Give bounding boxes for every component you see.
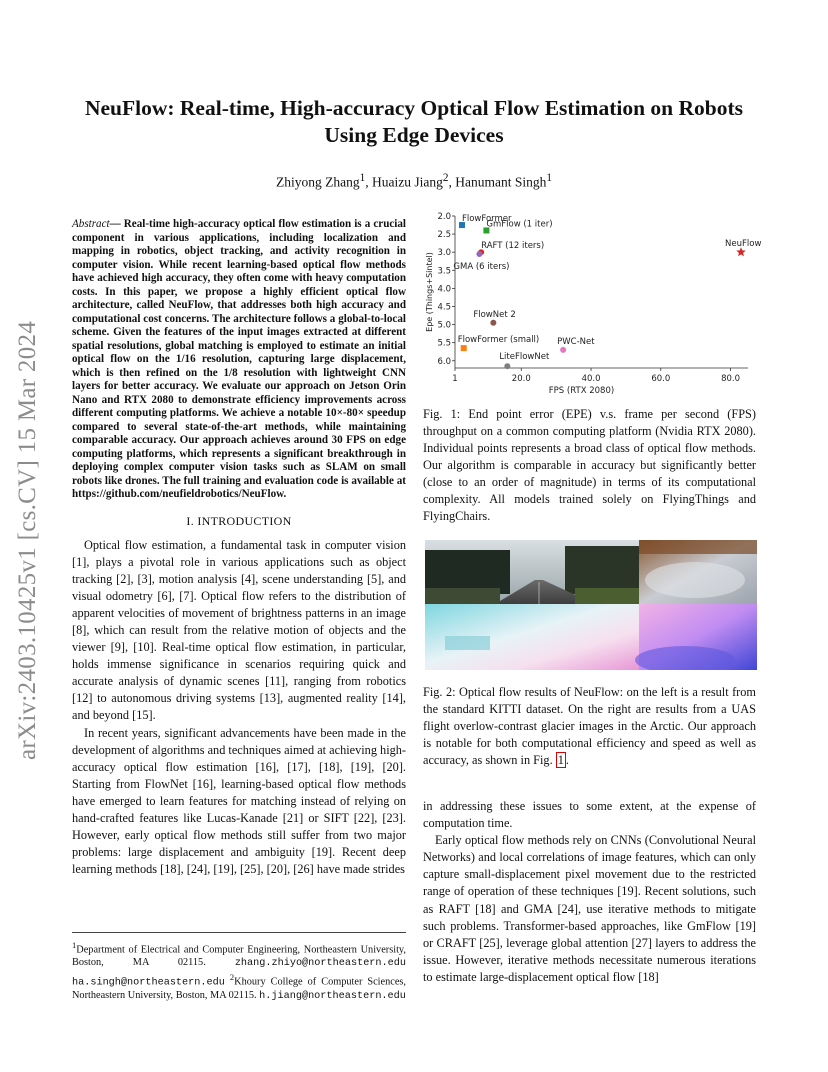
footnote-mark: 1 (72, 940, 77, 950)
data-point-circle (476, 251, 482, 257)
email-link[interactable]: h.jiang@northeastern.edu (259, 991, 406, 1003)
author-name: Huaizu Jiang (372, 174, 443, 190)
data-point-label: GMA (6 iters) (453, 262, 510, 272)
data-point-label: FlowNet 2 (473, 309, 516, 320)
data-point-label: NeuFlow (725, 239, 762, 250)
glacier-rgb-image (639, 540, 757, 604)
body-paragraph-continued: in addressing these issues to some extent, at the expense of computation time. (423, 799, 756, 831)
fig2-caption-block (423, 684, 756, 769)
abstract (72, 218, 406, 502)
data-point-label: FlowFormer (461, 214, 512, 225)
affiliation-mark: 1 (359, 172, 366, 184)
fig2-caption-text: Fig. 2: Optical flow results of NeuFlow: on the left is a result from the standard KITTI dataset. On the right are results from a UAS flight overlow-contrast glacier images in the Arctic. Our approach is notable for both computational efficiency and speed as well as accuracy, as shown in Fig. (423, 685, 756, 767)
glacier-flow-image (635, 604, 757, 670)
y-tick-label: 4.5 (437, 302, 451, 313)
affiliation-footnote (72, 932, 406, 1004)
y-tick-label: 5.5 (437, 338, 451, 349)
fig2-caption-end: . (565, 753, 569, 767)
data-point-label: GmFlow (1 iter) (486, 219, 553, 230)
y-tick-label: 2.0 (437, 212, 451, 222)
abstract-text: — Real-time high-accuracy optical flow estimation is a crucial component in various applications, including localization and mapping in robotics, object tracking, and activity recognition in computer vision. While recent learning-based optical flow methods have achieved high accuracy, they often come with heavy computation costs. In this paper, we propose a highly efficient optical flow architecture, called NeuFlow, that addresses both high accuracy and computational cost concerns. The architecture follows a global-to-local scheme. Given the features of the input images extracted at different spatial resolutions, global matching is employed to estimate an initial optical flow on the 1/16 resolution, capturing large displacement, which is then refined on the 1/8 resolution with lightweight CNN layers for better accuracy. We evaluate our approach on Jetson Orin Nano and RTX 2080 to demonstrate efficiency improvements across different computing platforms. We achieve a notable 10×-80× speedup compared to several state-of-the-art methods, while maintaining comparable accuracy. Our approach achieves around 30 FPS on edge computing platforms, which represents a significant breakthrough in deploying complex computer vision tasks such as SLAM on small robots like drones. The full training and evaluation code is available at https://github.com/neufieldrobotics/NeuFlow. (72, 218, 406, 500)
fig1-caption-block (423, 406, 756, 525)
data-point-label: PWC-Net (557, 336, 595, 347)
data-point-circle (490, 320, 496, 326)
section-heading: I. INTRODUCTION (186, 513, 292, 528)
fig2-images (425, 540, 757, 670)
left-column (72, 218, 406, 878)
footnote-mark: 2 (229, 972, 235, 983)
abstract-label: Abstract (72, 218, 110, 230)
footnote-text: Department of Electrical and Computer Engineering, Northeastern University, Boston, MA 02115. (72, 944, 406, 969)
data-point-circle (560, 347, 566, 353)
y-tick-label: 6.0 (437, 356, 451, 367)
x-tick-label: 60.0 (651, 374, 671, 384)
arxiv-identifier: arXiv:2403.10425v1 [cs.CV] 15 Mar 2024 (14, 320, 41, 760)
author-name: Hanumant Singh (455, 174, 547, 190)
scatter-plot (423, 208, 763, 398)
right-column-text (423, 798, 756, 986)
author-list: Zhiyong Zhang$^1$, Huaizu Jiang$^2$, Hanumant Singh$^1$ (276, 172, 552, 190)
x-axis-label: FPS (RTX 2080) (548, 386, 615, 396)
kitti-flow-image (425, 604, 639, 670)
affiliation-mark: 1 (546, 172, 552, 184)
y-tick-label: 3.0 (437, 248, 451, 259)
x-tick-label: 20.0 (511, 374, 531, 384)
y-tick-label: 3.5 (437, 266, 451, 277)
data-point-label: FlowFormer (small) (457, 335, 540, 346)
kitti-rgb-image (425, 540, 639, 604)
y-tick-label: 2.5 (437, 230, 451, 241)
data-point-square (461, 345, 467, 351)
y-tick-label: 5.0 (437, 320, 451, 331)
email-link[interactable]: zhang.zhiyo@northeastern.edu (234, 958, 406, 970)
fig2-caption (423, 684, 756, 769)
data-point-label: RAFT (12 iters) (481, 241, 545, 252)
fig1-chart (423, 208, 763, 398)
affiliation-mark: 2 (442, 172, 449, 184)
intro-paragraph-2: In recent years, significant advancements have been made in the development of algorithms and techniques aimed at achieving high-accuracy optical flow estimation [16], [17], [18], [19], [20]. Starting from FlowNet [16], learning-based optical flow methods have emerged to learn features for matching instead of relying on hand-crafted features like Lucas-Kanade [21] or SIFT [22], [23]. However, early optical flow methods still suffer from two major problems: large displacement and ambiguity [19]. Recent deep learning methods [18], [24], [19], [25], [20], [26] have made strides (72, 725, 406, 877)
body-paragraph: Early optical flow methods rely on CNNs (Convolutional Neural Networks) and local correlations of image features, which can only capture small-displacement pixel movement due to the restricted range of operation of these techniques [19]. Recent solutions, such as RAFT [18] and GMA [24], use iterative methods to mitigate such problems. Transformer-based approaches, like GmFlow [19] or CRAFT [25], leverage global attention [27] layers to address the issue. However, iterative methods necessitate numerous iterations to estimate large-displacement optical flow [18] (423, 833, 756, 984)
figure-reference-link[interactable]: 1 (557, 753, 564, 767)
paper-title: NeuFlow: Real-time, High-accuracy Optical Flow Estimation on Robots Using Edge Devices (84, 96, 744, 147)
x-tick-label: 80.0 (721, 374, 741, 384)
x-tick-label: 40.0 (581, 374, 601, 384)
x-tick-label: 1 (452, 374, 458, 384)
y-tick-label: 4.0 (437, 284, 451, 295)
fig1-caption: Fig. 1: End point error (EPE) v.s. frame per second (FPS) throughput on a common computing platform (Nvidia RTX 2080). Individual points represents a broad class of optical flow methods. Our algorithm is comparable in accuracy but significantly better (close to an order of magnitude) in terms of its computational complexity. All models trained solely on FlyingThings and FlyingChairs. (423, 407, 756, 523)
email-link[interactable]: ha.singh@northeastern.edu (72, 977, 225, 989)
data-point-label: LiteFlowNet (499, 352, 550, 363)
footnote-text: Khoury College of Computer Sciences, Northeastern University, Boston, MA 02115. (72, 976, 406, 1002)
data-point-circle (504, 363, 510, 369)
author-name: Zhiyong Zhang (276, 174, 360, 190)
y-axis-label: Epe (Things+Sintel) (425, 252, 434, 332)
intro-paragraph-1: Optical flow estimation, a fundamental task in computer vision [1], plays a pivotal role in various applications such as object tracking [2], [3], motion analysis [4], scene understanding [5], and visual odometry [6], [7]. Optical flow refers to the distribution of apparent velocities of movement of brightness patterns in an image [8], which can result from the relative motion of objects and the viewer [9], [10]. Real-time optical flow estimation, in particular, holds immense significance in scenarios requiring quick and accurate analysis of dynamic scenes [11], ranging from robotics [12] to autonomous driving systems [13], augmented reality [14], and beyond [15]. (72, 537, 406, 723)
